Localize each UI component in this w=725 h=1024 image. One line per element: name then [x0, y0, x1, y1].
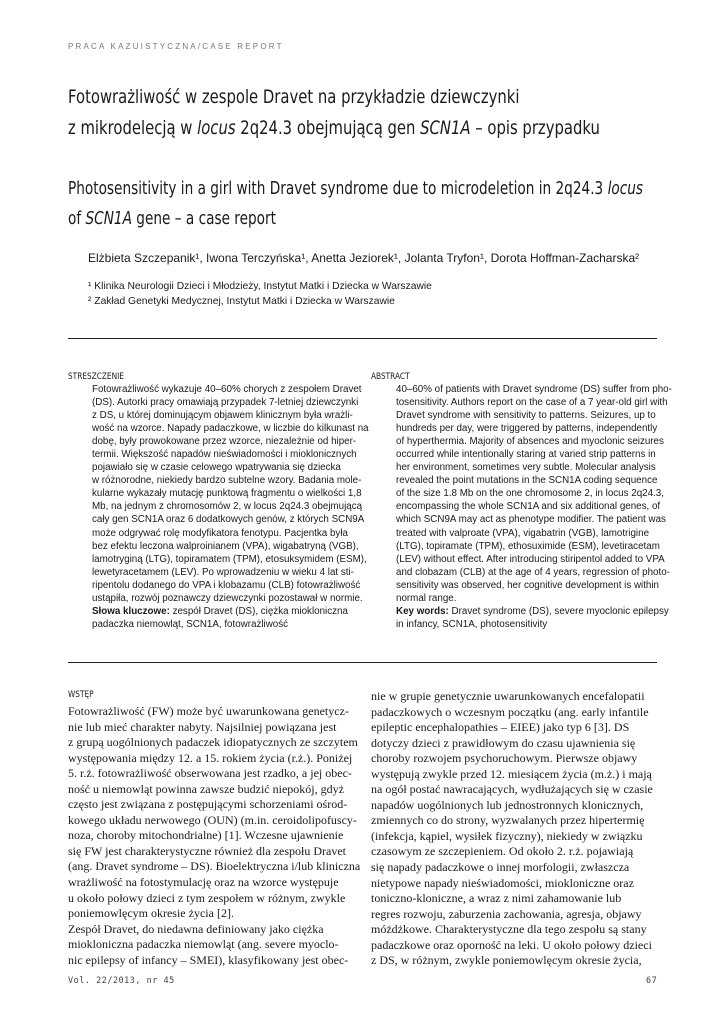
abstract-line: (LEV) without effect. After introducing stiripentol added to VPA — [396, 553, 665, 565]
wstep-left-line: się FW jest charakterystyczne również dla zespołu Dravet — [68, 843, 347, 858]
footer-page-number: 67 — [646, 976, 658, 986]
streszczenie-body — [92, 383, 369, 631]
wstep-right-line: dotyczy dzieci z prawidłowym do czasu ujawnienia się — [371, 735, 636, 750]
wstep-left-line: wrażliwość na fotostymulację oraz na wzorce występuje — [68, 875, 339, 890]
streszczenie-line: bez efektu leczona walproinianem (VPA), wigabatryną (VGB), — [92, 540, 359, 552]
wstep-right-line: choroby rozwojem psychoruchowym. Pierwsze objawy — [371, 751, 638, 766]
abstract-line: treated with valproate (VPA), vigabatrin (VGB), lamotrigine — [396, 527, 650, 539]
running-head: PRACA KAZUISTYCZNA/CASE REPORT — [68, 42, 284, 51]
title-polish — [68, 82, 669, 144]
streszczenie-line: lamotryginą (LTG), topiramatem (TPM), etosuksymidem (ESM), — [92, 553, 367, 565]
keywords-line: Key words: Dravet syndrome (DS), severe myoclonic epilepsy — [396, 605, 669, 617]
abstract-body — [396, 383, 672, 631]
authors: Elżbieta Szczepanik¹, Iwona Terczyńska¹, Anetta Jeziorek¹, Jolanta Tryfon¹, Dorota Hoffman-Zacharska² — [88, 251, 640, 265]
wstep-right-line: nietypowe napady nieświadomości, miokloniczne oraz — [371, 875, 634, 890]
wstep-right-line: na ogół postać nawracających, wydłużających się w czasie — [371, 782, 653, 797]
wstep-right-line: z DS, w różnym, zwykle poniemowlęcym okresie życia, — [371, 953, 642, 968]
abstract-line: revealed the point mutations in the SCN1A coding sequence — [396, 475, 658, 487]
streszczenie-line: lewetyracetamem (LEV). Po wprowadzeniu w wieku 4 lat sti- — [92, 566, 354, 578]
wstep-left-line: ność u niemowląt powinna zawsze budzić niepokój, gdyż — [68, 781, 344, 796]
top-divider — [68, 338, 657, 339]
abstract-line: (LTG), topiramate (TPM), ethosuximide (ESM), levetiracetam — [396, 540, 660, 552]
footer-volume: Vol. 22/2013, nr 45 — [68, 976, 175, 986]
streszczenie-line: Fotowrażliwość wykazuje 40–60% chorych z zespołem Dravet — [92, 384, 362, 395]
wstep-left-line: Fotowrażliwość (FW) może być uwarunkowana genetycz- — [68, 704, 349, 718]
abstract-line: her environment, sometimes very subtle. Molecular analysis — [396, 462, 656, 474]
abstract-line: which SCN9A may act as phenotype modifier. The patient was — [396, 514, 666, 526]
wstep-left-line: często jest związana z postępującymi schorzeniami ośrod- — [68, 797, 348, 812]
wstep-left-line: z grupą uogólnionych padaczek idiopatycznych ze szczytem — [68, 735, 358, 750]
wstep-right-line: zmiennych co do strony, wyzwalanych przez hipertermię — [371, 813, 645, 828]
affiliation-1: ¹ Klinika Neurologii Dzieci i Młodzieży, Instytut Matki i Dziecka w Warszawie — [88, 281, 432, 292]
abstract-line: sensitivity was observed, her cognitive development is within — [396, 579, 660, 591]
title-en-line-2: of SCN1A gene – a case report — [68, 209, 277, 229]
streszczenie-line: wość na wzorce. Napady padaczkowe, w liczbie do kilkunast na — [92, 423, 369, 435]
wstep-right-line: móżdżkowe. Charakterystyczne dla tego zespołu są stany — [371, 922, 647, 937]
wstep-right-line: epileptic encephalopathies – EIEE) jako typ 6 [3]. DS — [371, 720, 630, 735]
keywords-line: in infancy, SCN1A, photosensitivity — [396, 618, 548, 630]
wstep-right-line: się napady padaczkowe o innej morfologii, zwłaszcza — [371, 860, 630, 875]
bottom-divider — [68, 662, 657, 663]
wstep-right-line: napadów uogólnionych lub jednostronnych klonicznych, — [371, 797, 644, 812]
streszczenie-line: Mb, na jednym z chromosomów 2, w locus 2q24.3 obejmującą — [92, 501, 363, 513]
wstep-right-line: nie w grupie genetycznie uwarunkowanych encefalopatii — [371, 689, 645, 703]
wstep-left-line: miokloniczna padaczka niemowląt (ang. severe myoclo- — [68, 937, 339, 952]
streszczenie-line: pojawiało się w czasie celowego wpatrywania się dziecka — [92, 462, 341, 474]
wstep-left-line: poniemowlęcym okresie życia [2]. — [68, 906, 234, 921]
wstep-right-line: regres rozwoju, zaburzenia zachowania, agresja, objawy — [371, 906, 642, 921]
wstep-right-line: (infekcja, kąpiel, wysiłek fizyczny), niekiedy w związku — [371, 828, 643, 843]
title-pl-line-1: Fotowrażliwość w zespole Dravet na przykładzie dziewczynki — [68, 86, 520, 108]
wstep-left-line: 5. r.ż. fotowrażliwość obserwowana jest rzadko, a jej obec- — [68, 766, 352, 781]
body-column-right — [371, 689, 659, 969]
wstep-left-line: noza, choroby mitochondrialne) [1]. Wczesne ujawnienie — [68, 828, 344, 843]
wstep-left-line: występowania między 12. a 15. rokiem życia (r.ż.). Poniżej — [68, 750, 353, 765]
streszczenie-line: z DS, u której dominującym objawem klinicznym była wrażli- — [92, 410, 353, 422]
body-column-left — [68, 704, 361, 968]
wstep-left-line: (ang. Dravet syndrome – DS). Bioelektryczna i/lub kliniczna — [68, 859, 361, 874]
title-english — [68, 174, 669, 234]
wstep-right-line: padaczkowych o wczesnym początku (ang. early infantile — [371, 704, 649, 719]
streszczenie-line: dobę, były prowokowane przez wzorce, niezależnie od hiper- — [92, 436, 357, 448]
streszczenie-line: ripentolu dodanego do VPA i klobazamu (CLB) fotowrażliwość — [92, 579, 361, 591]
streszczenie-heading: STRESZCZENIE — [68, 372, 124, 382]
wstep-right-line: czasowym ze szczepieniem. Od około 2. r.ż. pojawiają — [371, 844, 634, 859]
streszczenie-line: kularne wykazały mutację punktową fragmentu o wielkości 1,8 — [92, 488, 362, 500]
title-en-line-1: Photosensitivity in a girl with Dravet syndrome due to microdeletion in 2q24.3 locus — [68, 179, 644, 199]
streszczenie-line: termii. Większość napadów nieświadomości i mioklonicznych — [92, 449, 357, 461]
abstract-line: encompassing the whole SCN1A and six additional genes, of — [396, 501, 661, 513]
abstract-line: normal range. — [396, 592, 457, 604]
wstep-left-line: nie lub mieć charakter nabyty. Najsilniej powiązana jest — [68, 719, 337, 734]
abstract-line: tosensitivity. Authors report on the case of a 7 year-old girl with — [396, 397, 668, 409]
wstep-left-line: nic epilepsy of infancy – SMEI), klasyfikowany jest obec- — [68, 952, 349, 967]
keywords-line: padaczka niemowląt, SCN1A, fotowrażliwość — [92, 618, 289, 630]
wstep-left-line: u około połowy dzieci z tym zespołem w różnym, zwykle — [68, 890, 346, 905]
wstep-right-line: toniczno-kloniczne, a wraz z nimi zahamowanie lub — [371, 891, 622, 906]
streszczenie-line: może odgrywać rolę modyfikatora fenotypu. Pacjentka była — [92, 527, 348, 539]
abstract-line: occurred while intentionally staring at varied strip patterns in — [396, 449, 656, 461]
abstract-line: of the size 1.8 Mb on the one chromosome 2, in locus 2q24.3, — [396, 488, 664, 500]
abstract-line: and clobazam (CLB) at the age of 4 years, regression of photo- — [396, 566, 670, 578]
streszczenie-line: w różnorodne, niekiedy bardzo subtelne wzory. Badania mole- — [92, 475, 362, 487]
wstep-heading: WSTĘP — [68, 690, 94, 700]
abstract-line: 40–60% of patients with Dravet syndrome (DS) suffer from pho- — [396, 384, 672, 395]
abstract-heading: ABSTRACT — [371, 372, 410, 382]
abstract-line: of hyperthermia. Majority of absences and myoclonic seizures — [396, 436, 664, 448]
title-pl-line-2: z mikrodelecją w locus 2q24.3 obejmującą gen SCN1A – opis przypadku — [68, 117, 600, 139]
streszczenie-line: (DS). Autorki pracy omawiają przypadek 7-letniej dziewczynki — [92, 397, 359, 409]
keywords-line: Słowa kluczowe: zespół Dravet (DS), ciężka miokloniczna — [92, 605, 348, 617]
streszczenie-line: ustąpiła, rozwój poznawczy dziewczynki pozostawał w normie. — [92, 592, 363, 604]
affiliation-2: ² Zakład Genetyki Medycznej, Instytut Matki i Dziecka w Warszawie — [88, 296, 395, 307]
wstep-right-line: padaczkowe oraz oporność na leki. U około połowy dzieci — [371, 937, 652, 952]
wstep-right-line: występują zwykle przed 12. miesiącem życia (m.ż.) i mają — [371, 766, 652, 781]
streszczenie-line: cały gen SCN1A oraz 6 dodatkowych genów, z których SCN9A — [92, 514, 365, 526]
wstep-left-line: Zespół Dravet, do niedawna definiowany jako ciężka — [68, 921, 324, 936]
abstract-line: hundreds per day, were triggered by patterns, independently — [396, 423, 658, 435]
abstract-line: Dravet syndrome with sensitivity to patterns. Seizures, up to — [396, 410, 656, 422]
wstep-left-line: kowego układu nerwowego (OUN) (m.in. ceroidolipofuscy- — [68, 812, 357, 827]
